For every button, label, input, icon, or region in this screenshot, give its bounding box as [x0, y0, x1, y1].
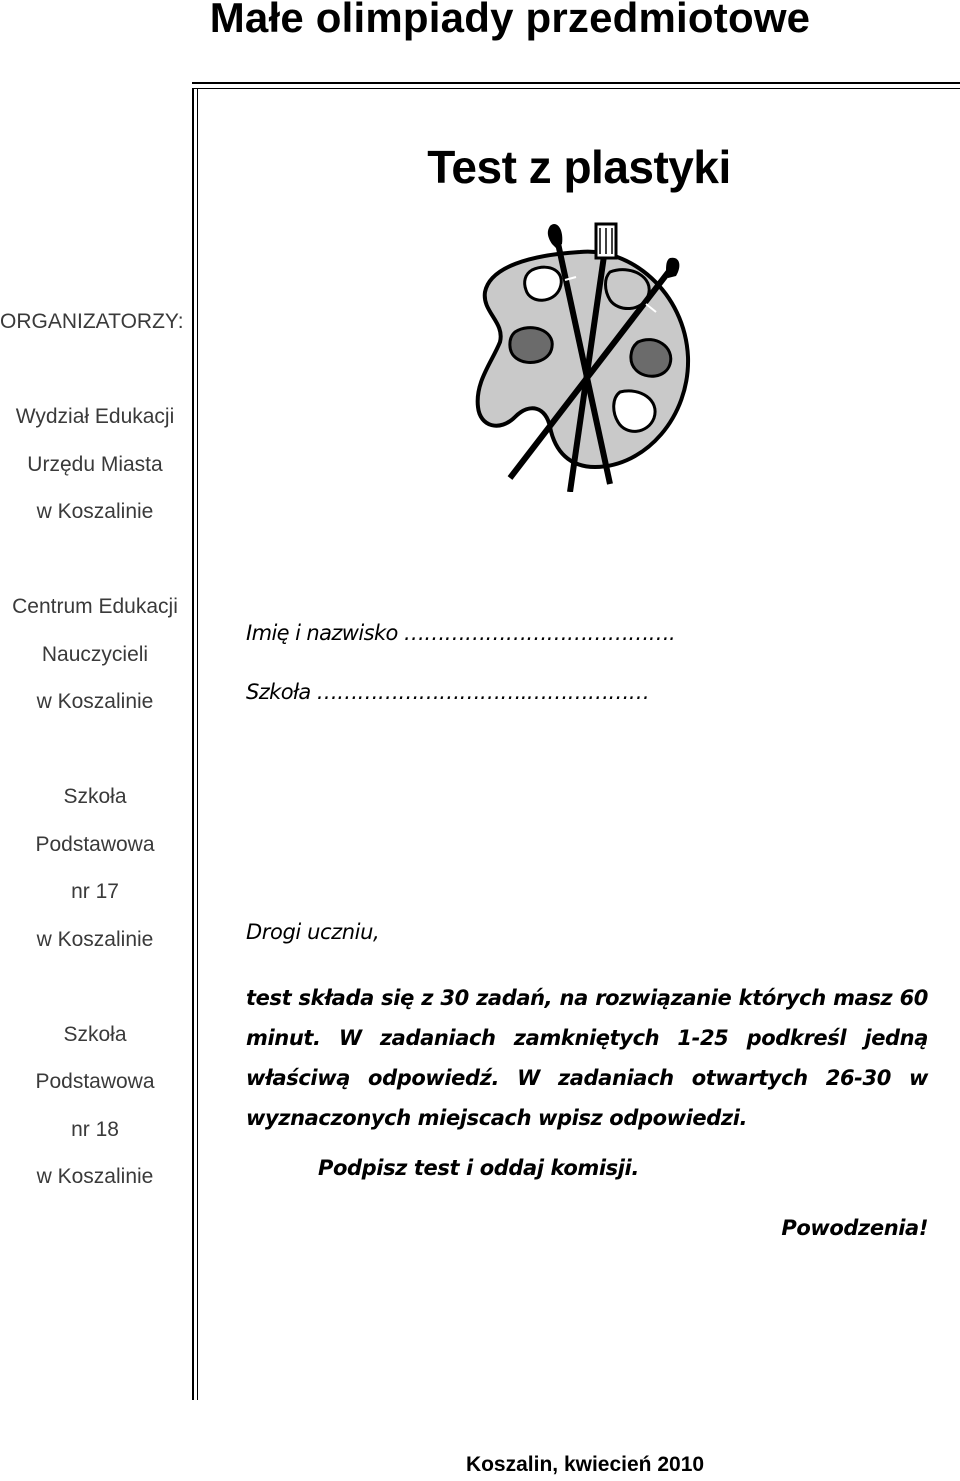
organizer-line: Szkoła	[63, 785, 127, 808]
test-title: Test z plastyki	[427, 141, 731, 193]
organizer-line: w Koszalinie	[36, 1165, 154, 1188]
greeting: Drogi uczniu,	[246, 920, 380, 944]
header-rule-thick	[192, 82, 960, 84]
organizer-line: Podstawowa	[35, 1070, 155, 1093]
organizer-line: w Koszalinie	[36, 690, 154, 713]
sidebar-divider-thin	[197, 88, 198, 1400]
organizer-line: Centrum Edukacji	[12, 595, 178, 618]
organizer-line: Podstawowa	[35, 833, 155, 856]
organizer-line: w Koszalinie	[36, 500, 154, 523]
instructions-paragraph: test składa się z 30 zadań, na rozwiązanie których masz 60 minut. W zadaniach zamkniętych 1-25 podkreśl jedną właściwą odpowiedź. W zadaniach otwartych 26-30 w wyznaczonych miejscach wpisz odpowiedzi.	[246, 986, 928, 1130]
organizer-line: Szkoła	[63, 1023, 127, 1046]
header-rule-thin	[192, 88, 960, 89]
organizer-line: Nauczycieli	[41, 643, 149, 666]
place-date: Koszalin, kwiecień 2010	[465, 1453, 705, 1476]
organizer-line: Urzędu Miasta	[27, 453, 163, 476]
document-title: Małe olimpiady przedmiotowe	[209, 0, 811, 41]
organizer-line: Wydział Edukacji	[15, 405, 175, 428]
organizer-line: nr 17	[71, 880, 119, 903]
organizer-line: w Koszalinie	[36, 928, 154, 951]
organizer-line: nr 18	[71, 1118, 119, 1141]
sidebar-divider-thick	[192, 88, 194, 1400]
school-field-line: Szkoła ………………………….………………	[246, 680, 650, 704]
good-luck-text: Powodzenia!	[781, 1216, 928, 1240]
sign-instruction: Podpisz test i oddaj komisji.	[318, 1156, 639, 1180]
name-field-line: Imię i nazwisko ………………………………….	[246, 621, 676, 645]
paint-palette-with-brushes-icon	[470, 222, 692, 492]
organizers-label: ORGANIZATORZY:	[0, 310, 184, 333]
